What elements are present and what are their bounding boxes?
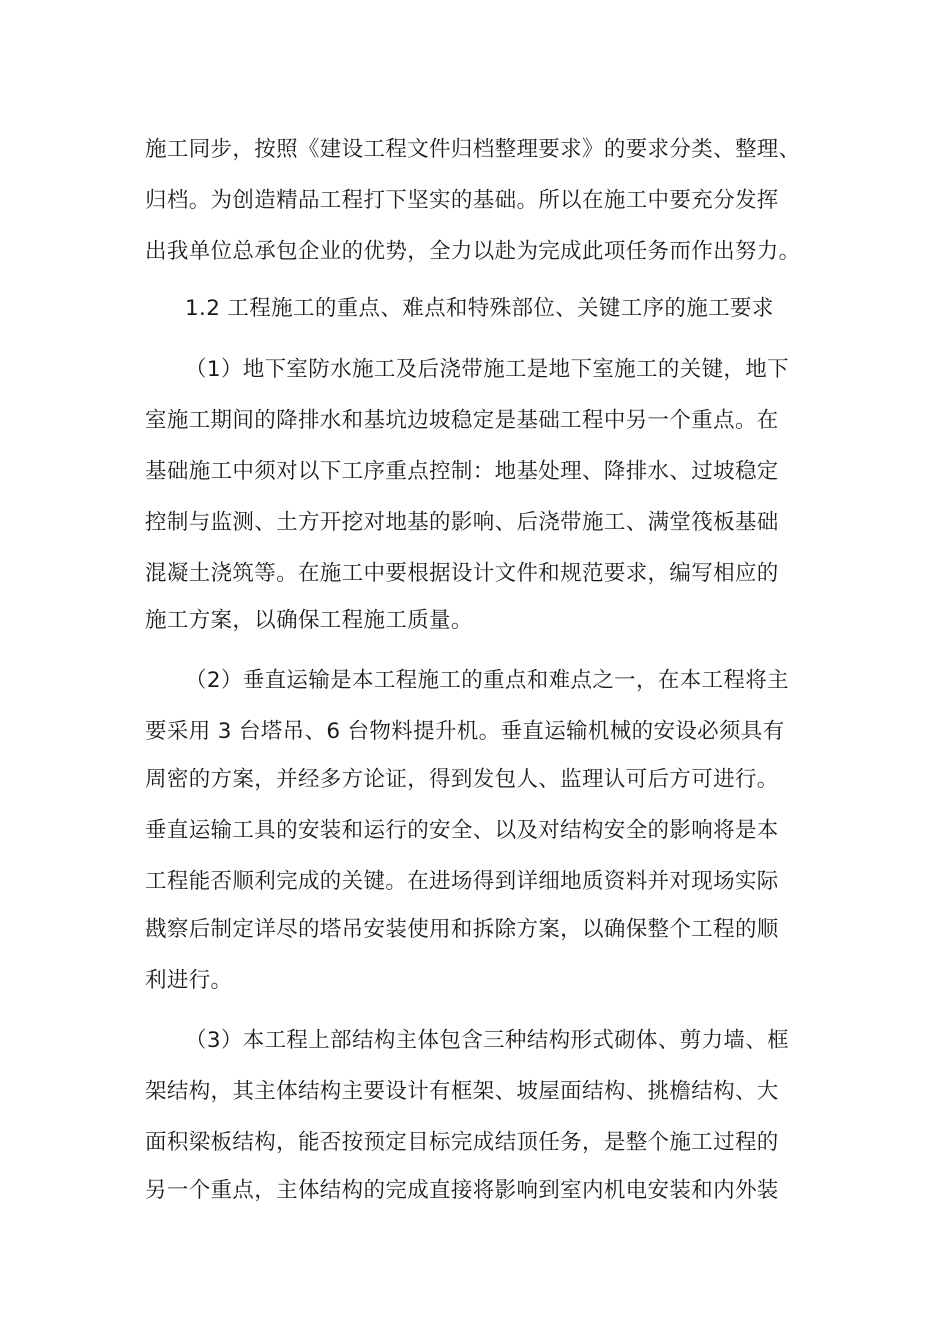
text-line: 控制与监测、土方开挖对地基的影响、后浇带施工、满堂筏板基础 (145, 510, 779, 535)
text-line: 混凝土浇筑等。在施工中要根据设计文件和规范要求，编写相应的 (145, 561, 779, 586)
text-line: （2）垂直运输是本工程施工的重点和难点之一，在本工程将主 (185, 668, 789, 693)
section-heading: 1.2 工程施工的重点、难点和特殊部位、关键工序的施工要求 (185, 296, 774, 321)
text-line: （3）本工程上部结构主体包含三种结构形式砌体、剪力墙、框 (185, 1028, 789, 1053)
text-line: 归档。为创造精品工程打下坚实的基础。所以在施工中要充分发挥 (145, 188, 779, 213)
text-line: 基础施工中须对以下工序重点控制：地基处理、降排水、过坡稳定 (145, 459, 779, 484)
text-line: 出我单位总承包企业的优势，全力以赴为完成此项任务而作出努力。 (145, 239, 801, 264)
text-line: 室施工期间的降排水和基坑边坡稳定是基础工程中另一个重点。在 (145, 408, 779, 433)
text-line: 施工方案，以确保工程施工质量。 (145, 608, 473, 633)
text-line: 要采用 3 台塔吊、6 台物料提升机。垂直运输机械的安设必须具有 (145, 719, 785, 744)
text-line: 施工同步，按照《建设工程文件归档整理要求》的要求分类、整理、 (145, 137, 801, 162)
text-line: 周密的方案，并经多方论证，得到发包人、监理认可后方可进行。 (145, 767, 779, 792)
text-line: 工程能否顺利完成的关键。在进场得到详细地质资料并对现场实际 (145, 869, 779, 894)
text-line: 架结构，其主体结构主要设计有框架、坡屋面结构、挑檐结构、大 (145, 1079, 779, 1104)
text-line: （1）地下室防水施工及后浇带施工是地下室施工的关键，地下 (185, 357, 789, 382)
text-line: 利进行。 (145, 968, 233, 993)
text-line: 戡察后制定详尽的塔吊安装使用和拆除方案，以确保整个工程的顺 (145, 917, 779, 942)
text-line: 面积梁板结构，能否按预定目标完成结顶任务，是整个施工过程的 (145, 1130, 779, 1155)
text-line: 另一个重点，主体结构的完成直接将影响到室内机电安装和内外装 (145, 1178, 779, 1203)
text-line: 垂直运输工具的安装和运行的安全、以及对结构安全的影响将是本 (145, 818, 779, 843)
